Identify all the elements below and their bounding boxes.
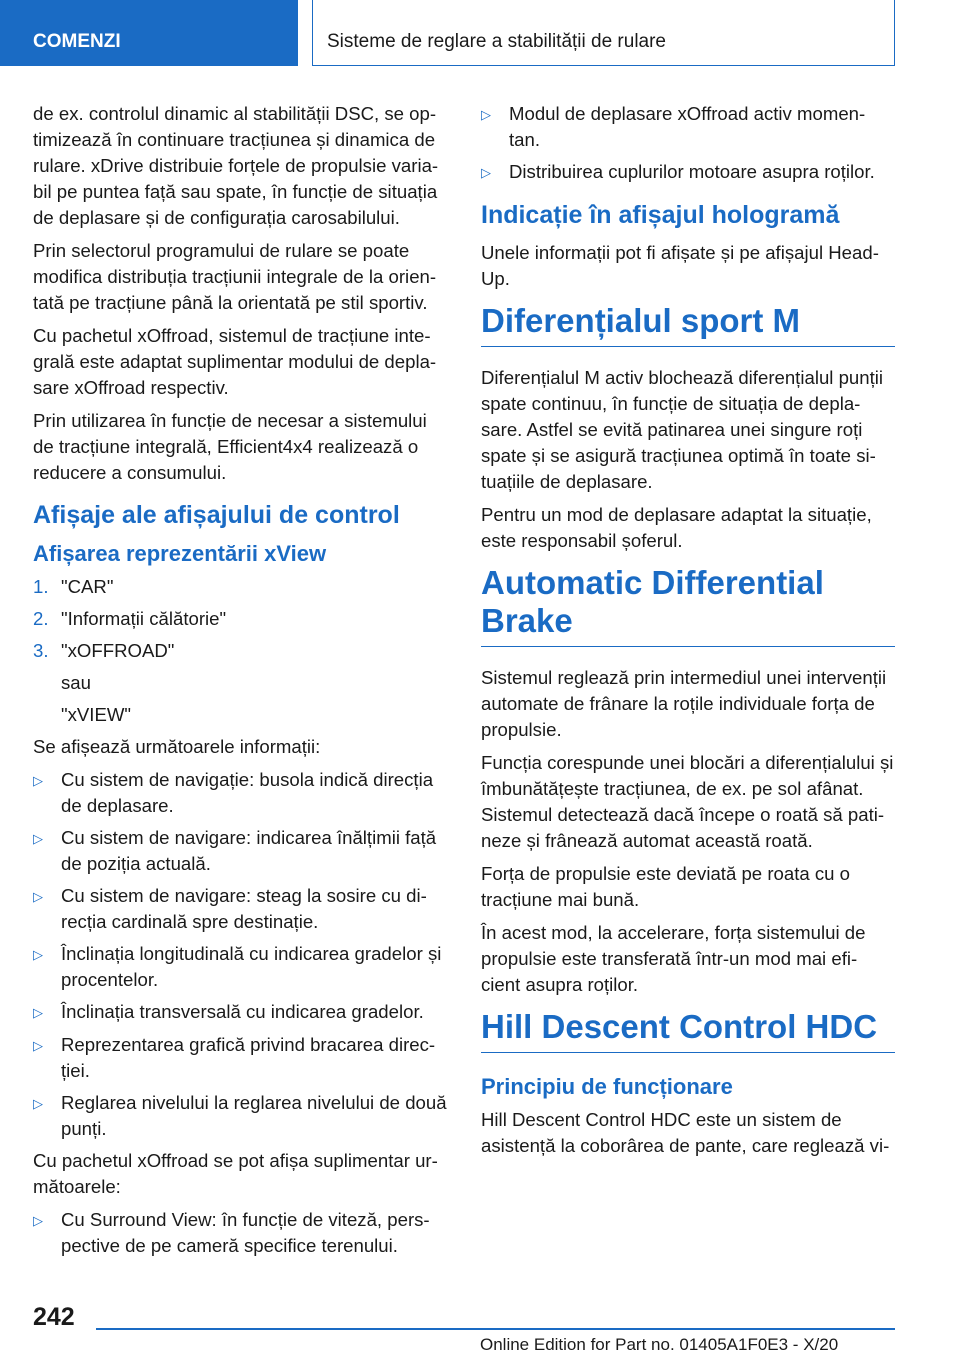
- list-text: Cu sistem de navigație: busola indică direcția de deplasare.: [61, 769, 434, 816]
- list-text: "CAR": [61, 576, 114, 597]
- heading-xview: Afișarea reprezentării xView: [33, 541, 327, 566]
- list-item: [481, 159, 895, 186]
- heading-adb: Automatic Differential Brake: [481, 564, 895, 647]
- list-number: 3.: [33, 640, 49, 661]
- section-title: Sisteme de reglare a stabilității de rulare: [312, 0, 895, 66]
- paragraph: Hill Descent Control HDC este un sistem de asistență la coborârea de pante, care reglează vi-: [481, 1109, 890, 1156]
- list-text: Înclinația longitudinală cu indicarea gradelor și procentelor.: [61, 943, 442, 990]
- list-item: [33, 606, 447, 632]
- paragraph: Forța de propulsie este deviată pe roata cu o tracțiune mai bună.: [481, 863, 851, 910]
- paragraph: Cu pachetul xOffroad se pot afișa suplimentar ur-mătoarele:: [33, 1150, 438, 1197]
- triangle-bullet-icon: ▷: [33, 889, 43, 904]
- chapter-tab[interactable]: COMENZI: [0, 0, 298, 66]
- paragraph: de ex. controlul dinamic al stabilității DSC, se op-timizează în continuare tracțiunea și dinamica de rulare. xDrive distribuie forțele de propulsie varia-bil pe puntea față sau spate, în funcție de situația de deplasare și de configurația carosabilului.: [33, 103, 439, 228]
- list-text: Reprezentarea grafică privind bracarea direc-ției.: [61, 1034, 436, 1081]
- list-item: [481, 101, 895, 153]
- list-text: Reglarea nivelului la reglarea nivelului de două punți.: [61, 1092, 447, 1139]
- list-item: [33, 941, 447, 993]
- paragraph: Sistemul reglează prin intermediul unei intervenții automate de frânare la roțile individuale forța de propulsie.: [481, 667, 887, 740]
- list-item: [33, 767, 447, 819]
- page-number: 242: [33, 1303, 75, 1331]
- paragraph: Pentru un mod de deplasare adaptat la situație, este responsabil șoferul.: [481, 504, 872, 551]
- left-column: [33, 101, 447, 1265]
- list-text: Distribuirea cuplurilor motoare asupra roților.: [509, 161, 875, 182]
- paragraph: Se afișează următoarele informații:: [33, 736, 321, 757]
- paragraph: Cu pachetul xOffroad, sistemul de tracțiune inte-grală este adaptat suplimentar modului de depla-sare xOffroad respectiv.: [33, 325, 437, 398]
- paragraph: Prin selectorul programului de rulare se poate modifica distribuția tracțiunii integrale de la orien-tată pe tracțiune până la orientată pe stil sportiv.: [33, 240, 437, 313]
- list-text: Modul de deplasare xOffroad activ momen-tan.: [509, 103, 866, 150]
- list-item: [33, 1032, 447, 1084]
- triangle-bullet-icon: ▷: [33, 1005, 43, 1020]
- triangle-bullet-icon: ▷: [33, 831, 43, 846]
- triangle-bullet-icon: ▷: [33, 1213, 43, 1228]
- list-number: 1.: [33, 576, 49, 597]
- triangle-bullet-icon: ▷: [33, 1038, 43, 1053]
- list-item: [33, 883, 447, 935]
- list-number: 2.: [33, 608, 49, 629]
- triangle-bullet-icon: ▷: [33, 947, 43, 962]
- paragraph: Unele informații pot fi afișate și pe afișajul Head-Up.: [481, 242, 879, 289]
- list-continuation: "xVIEW": [61, 704, 132, 725]
- triangle-bullet-icon: ▷: [481, 165, 491, 180]
- triangle-bullet-icon: ▷: [481, 107, 491, 122]
- list-text: "Informații călătorie": [61, 608, 227, 629]
- heading-hud: Indicație în afișajul hologramă: [481, 201, 840, 229]
- list-item: [33, 574, 447, 600]
- right-column: [481, 101, 895, 1166]
- heading-display: Afișaje ale afișajului de control: [33, 501, 400, 529]
- heading-principle: Principiu de funcționare: [481, 1074, 733, 1099]
- list-text: "xOFFROAD": [61, 640, 175, 661]
- paragraph: Prin utilizarea în funcție de necesar a sistemului de tracțiune integrală, Efficient4x4 realizează o reducere a consumului.: [33, 410, 427, 483]
- heading-differential: Diferențialul sport M: [481, 302, 895, 347]
- footer-divider: [96, 1328, 895, 1330]
- paragraph: Funcția corespunde unei blocări a diferențialului și îmbunătățește tracțiunea, de ex. pe sol afânat. Sistemul detectează dacă începe o roată să pati-neze și frânează automat această roată.: [481, 752, 894, 851]
- list-item: [33, 825, 447, 877]
- paragraph: Diferențialul M activ blochează diferențialul punții spate continuu, în funcție de situația de depla-sare. Astfel se evită patinarea unei singure roți spate și se asigură tracțiunea optimă în toate si-tuațiile de deplasare.: [481, 367, 884, 492]
- list-item: [33, 999, 447, 1026]
- list-item: [33, 1090, 447, 1142]
- list-text: Înclinația transversală cu indicarea gradelor.: [61, 1001, 424, 1022]
- heading-hdc: Hill Descent Control HDC: [481, 1008, 895, 1053]
- list-item: [33, 638, 447, 664]
- triangle-bullet-icon: ▷: [33, 773, 43, 788]
- list-item: [33, 1207, 447, 1259]
- list-continuation: sau: [61, 672, 91, 693]
- footer-edition: Online Edition for Part no. 01405A1F0E3 - X/20: [480, 1335, 839, 1354]
- triangle-bullet-icon: ▷: [33, 1096, 43, 1111]
- paragraph: În acest mod, la accelerare, forța sistemului de propulsie este transferată într-un mod mai efi-cient asupra roților.: [481, 922, 866, 995]
- list-text: Cu Surround View: în funcție de viteză, pers-pective de pe cameră specifice terenului.: [61, 1209, 430, 1256]
- list-text: Cu sistem de navigare: steag la sosire cu di-recția cardinală spre destinație.: [61, 885, 427, 932]
- list-text: Cu sistem de navigare: indicarea înălțimii față de poziția actuală.: [61, 827, 437, 874]
